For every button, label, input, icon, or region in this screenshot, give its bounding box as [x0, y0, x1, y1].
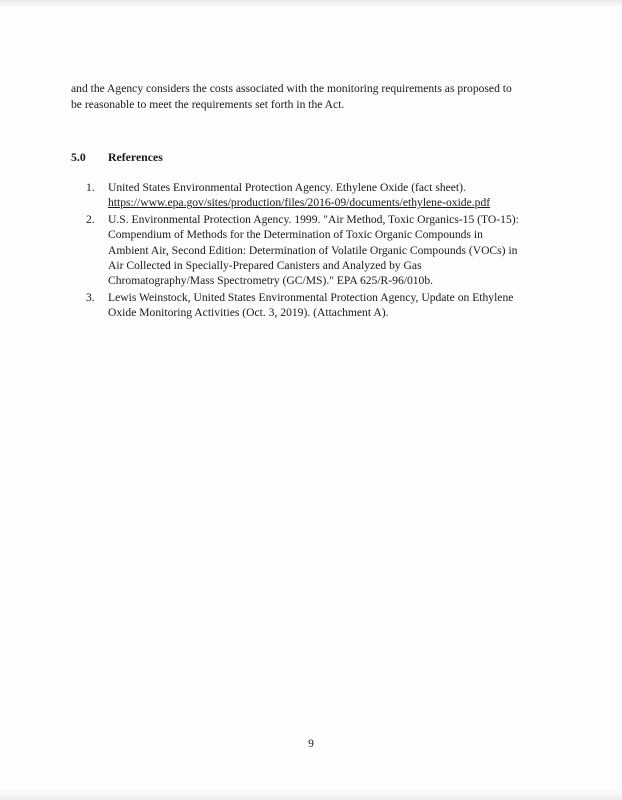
scan-edge-bottom: [0, 790, 622, 800]
references-list: [86, 180, 556, 322]
intro-paragraph: [71, 81, 549, 112]
reference-number: 3.: [86, 290, 95, 304]
reference-line: Oxide Monitoring Activities (Oct. 3, 2019). (Attachment A).: [108, 306, 389, 320]
reference-item: [86, 180, 556, 211]
reference-line: Air Collected in Specially-Prepared Canisters and Analyzed by Gas: [108, 259, 422, 273]
scan-edge-top: [0, 0, 622, 8]
reference-line: United States Environmental Protection Agency. Ethylene Oxide (fact sheet).: [108, 181, 466, 194]
reference-line: U.S. Environmental Protection Agency. 1999. "Air Method, Toxic Organics-15 (TO-15):: [108, 212, 519, 226]
reference-line: Lewis Weinstock, United States Environmental Protection Agency, Update on Ethylene: [108, 290, 514, 304]
section-title: References: [108, 150, 163, 164]
paragraph-line: be reasonable to meet the requirements set forth in the Act.: [71, 97, 345, 111]
reference-url-link[interactable]: https://www.epa.gov/sites/production/files/2016-09/documents/ethylene-oxide.pdf: [108, 196, 491, 210]
section-number: 5.0: [71, 150, 86, 164]
reference-item: [86, 290, 556, 321]
page-number: 9: [308, 737, 314, 750]
paragraph-line: and the Agency considers the costs associated with the monitoring requirements as proposed to: [71, 82, 512, 95]
section-heading: [71, 150, 163, 165]
reference-line: Ambient Air, Second Edition: Determination of Volatile Organic Compounds (VOCs) in: [108, 243, 518, 257]
reference-item: [86, 212, 556, 289]
reference-line: Chromatography/Mass Spectrometry (GC/MS)." EPA 625/R-96/010b.: [108, 274, 434, 288]
reference-number: 2.: [86, 212, 95, 226]
reference-line: Compendium of Methods for the Determination of Toxic Organic Compounds in: [108, 228, 483, 242]
reference-number: 1.: [86, 181, 95, 194]
